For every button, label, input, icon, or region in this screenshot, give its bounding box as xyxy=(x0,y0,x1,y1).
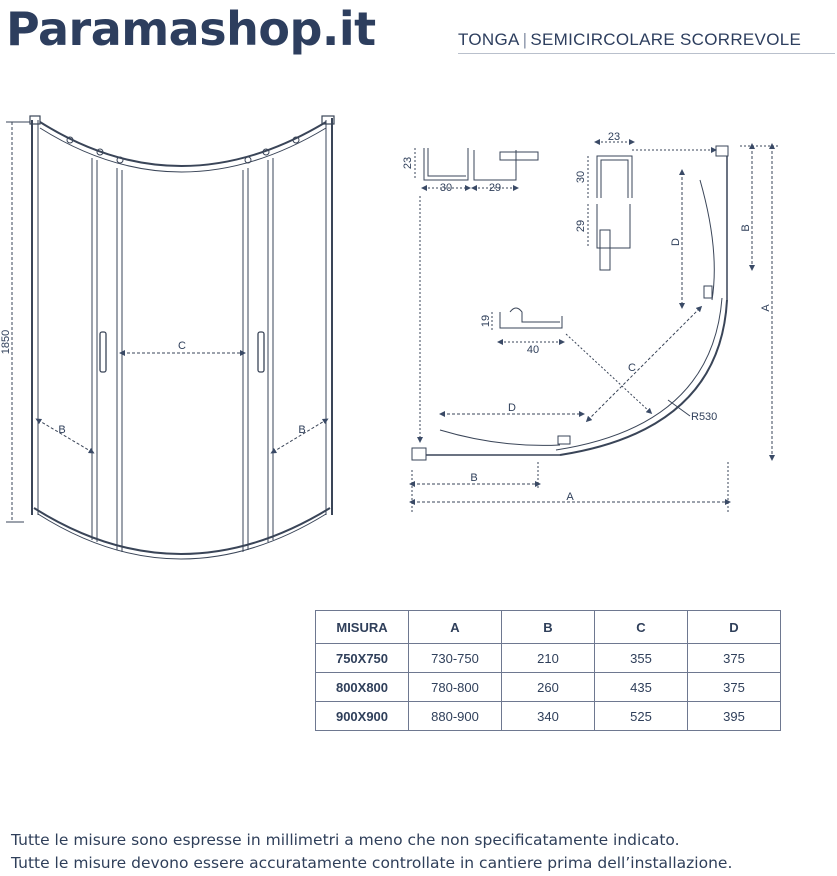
plan-dim-b-horizontal: B xyxy=(470,472,478,484)
table-row xyxy=(316,644,781,673)
cell-misura: 900X900 xyxy=(316,702,409,731)
dimensions-table xyxy=(315,610,781,731)
brand-logo: Paramashop.it xyxy=(6,2,376,56)
profile-label-40: 40 xyxy=(526,344,540,356)
cell-misura: 750X750 xyxy=(316,644,409,673)
plan-dim-b-vertical: B xyxy=(740,224,752,232)
cell-b: 260 xyxy=(502,673,595,702)
front-dim-b-left: B xyxy=(58,424,66,436)
height-label: 1850 xyxy=(0,329,12,355)
radius-label: R530 xyxy=(691,411,718,423)
cell-a: 880-900 xyxy=(409,702,502,731)
plan-dim-a-horizontal: A xyxy=(566,491,574,503)
plan-view xyxy=(412,146,780,512)
cell-b: 340 xyxy=(502,702,595,731)
plan-dim-d-vertical: D xyxy=(670,238,682,246)
header-misura: MISURA xyxy=(316,611,409,644)
cell-d: 375 xyxy=(688,673,781,702)
profile-label-30a: 30 xyxy=(439,182,453,194)
table-header-row xyxy=(316,611,781,644)
plan-dim-d-horizontal: D xyxy=(508,402,516,414)
header-a: A xyxy=(409,611,502,644)
front-view xyxy=(6,116,334,559)
profile-details xyxy=(415,142,632,342)
cell-d: 375 xyxy=(688,644,781,673)
cell-a: 730-750 xyxy=(409,644,502,673)
note-units: Tutte le misure sono espresse in millimetri a meno che non specificatamente indicato. xyxy=(11,831,680,849)
profile-label-19: 19 xyxy=(480,314,492,328)
header-d: D xyxy=(688,611,781,644)
profile-label-23b: 23 xyxy=(607,131,621,143)
profile-label-23a: 23 xyxy=(402,156,414,170)
profile-label-30b: 30 xyxy=(575,170,587,184)
plan-dim-c-diagonal: C xyxy=(628,362,636,374)
title-separator: | xyxy=(522,30,528,49)
front-dim-c: C xyxy=(178,340,186,352)
cell-c: 435 xyxy=(595,673,688,702)
note-verify: Tutte le misure devono essere accuratamente controllate in cantiere prima dell’installazione. xyxy=(11,854,733,872)
plan-dim-a-vertical: A xyxy=(760,304,772,312)
cell-b: 210 xyxy=(502,644,595,673)
model-type: SEMICIRCOLARE SCORREVOLE xyxy=(530,30,802,49)
front-dim-b-right: B xyxy=(298,424,306,436)
header-b: B xyxy=(502,611,595,644)
cell-d: 395 xyxy=(688,702,781,731)
profile-label-29a: 29 xyxy=(488,182,502,194)
model-name: TONGA xyxy=(458,30,520,49)
cell-c: 355 xyxy=(595,644,688,673)
cell-a: 780-800 xyxy=(409,673,502,702)
profile-label-29b: 29 xyxy=(575,219,587,233)
table-row xyxy=(316,673,781,702)
cell-misura: 800X800 xyxy=(316,673,409,702)
cell-c: 525 xyxy=(595,702,688,731)
header-c: C xyxy=(595,611,688,644)
table-row xyxy=(316,702,781,731)
